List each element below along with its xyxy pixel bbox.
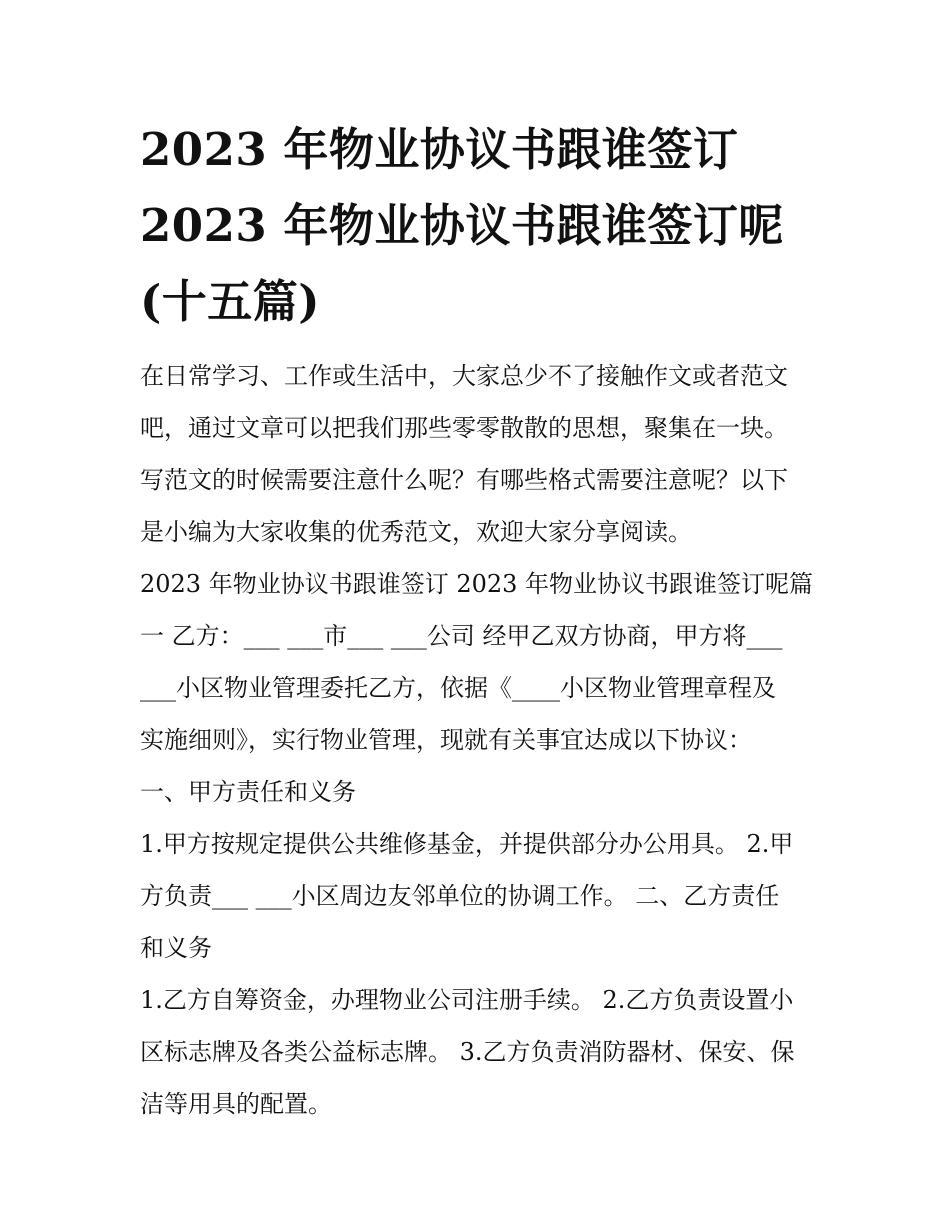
party-b-duties-paragraph xyxy=(140,974,820,1130)
agreement-paragraph xyxy=(140,558,820,766)
text-line: 吧，通过文章可以把我们那些零零散散的思想，聚集在一块。 xyxy=(140,414,788,442)
text-line: 一 乙方：___ ___市___ ___公司 经甲乙双方协商，甲方将___ xyxy=(140,622,783,650)
text-line: 1.甲方按规定提供公共维修基金，并提供部分办公用具。 2.甲 xyxy=(140,830,794,858)
title-line: 2023 年物业协议书跟谁签订 xyxy=(140,123,739,176)
text-line: 1.乙方自筹资金，办理物业公司注册手续。 2.乙方负责设置小 xyxy=(140,986,794,1014)
document-body xyxy=(140,350,820,1130)
text-line: 洁等用具的配置。 xyxy=(140,1090,332,1118)
title-line: (十五篇) xyxy=(140,275,321,328)
text-line: 和义务 xyxy=(140,934,212,962)
text-line: ___小区物业管理委托乙方，依据《____小区物业管理章程及 xyxy=(140,674,776,702)
section-heading-party-a xyxy=(140,766,820,818)
text-line: 在日常学习、工作或生活中，大家总少不了接触作文或者范文 xyxy=(140,362,788,390)
text-line: 实施细则》，实行物业管理，现就有关事宜达成以下协议： xyxy=(140,726,752,754)
text-line: 是小编为大家收集的优秀范文，欢迎大家分享阅读。 xyxy=(140,518,692,546)
text-line: 一、甲方责任和义务 xyxy=(140,778,356,806)
document-title xyxy=(140,112,820,340)
text-line: 2023 年物业协议书跟谁签订 2023 年物业协议书跟谁签订呢篇 xyxy=(140,570,814,598)
text-line: 写范文的时候需要注意什么呢？有哪些格式需要注意呢？以下 xyxy=(140,466,788,494)
text-line: 区标志牌及各类公益标志牌。 3.乙方负责消防器材、保安、保 xyxy=(140,1038,795,1066)
intro-paragraph xyxy=(140,350,820,558)
text-line: 方负责___ ___小区周边友邻单位的协调工作。 二、乙方责任 xyxy=(140,882,780,910)
party-a-duties-paragraph xyxy=(140,818,820,974)
document-page xyxy=(140,112,820,1130)
title-line: 2023 年物业协议书跟谁签订呢 xyxy=(140,199,784,252)
